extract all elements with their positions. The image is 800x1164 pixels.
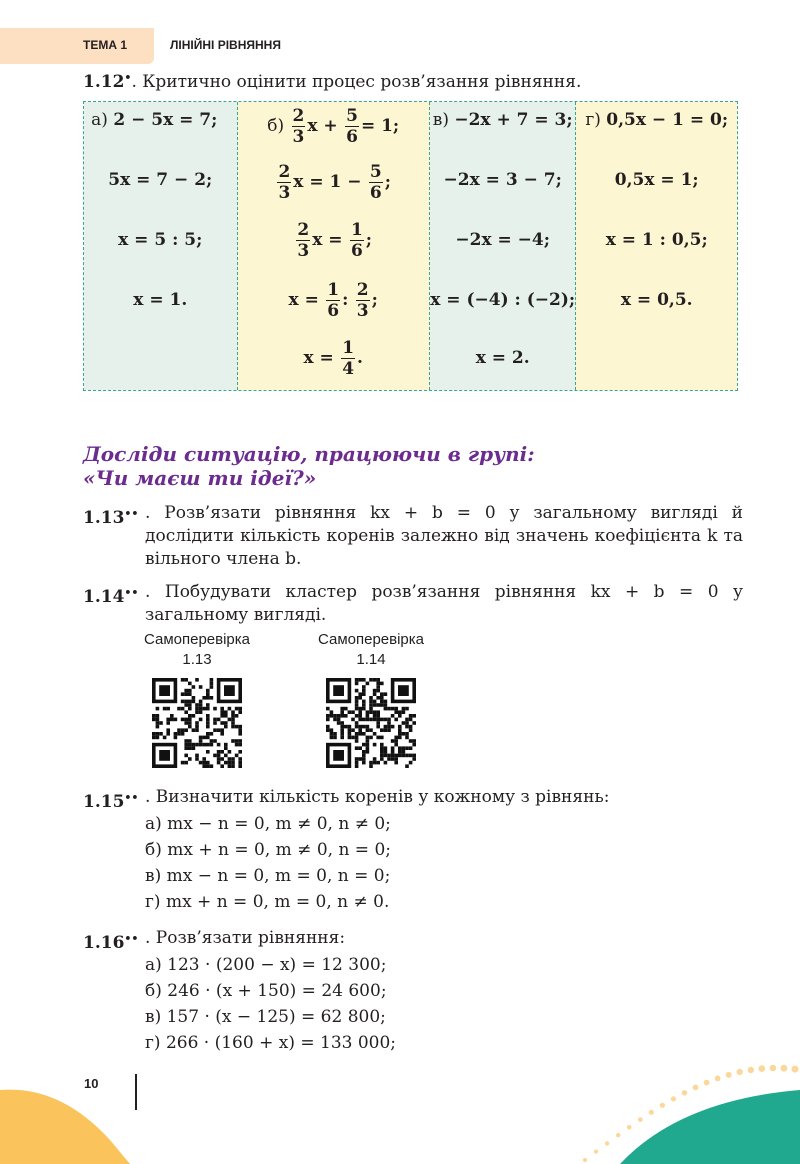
section-heading: Досліди ситуацію, працюючи в групі: «Чи маєш ти ідеї?» [83,442,535,490]
task-1-12 [83,66,581,94]
list-item: б) mx + n = 0, m ≠ 0, n = 0; [145,840,391,860]
table-cell: x = $\frac{1}{4}$ . [303,338,363,379]
task-text: . Розв’язати рівняння kx + b = 0 у загальному вигляді й дослідити кількість коренів залежно від значень коефіцієнта k та вільного члена b. [145,503,743,569]
list-item: а) 123 · (200 − x) = 12 300; [145,955,387,975]
list-item: б) 246 · (x + 150) = 24 600; [145,981,387,1001]
solution-table [83,101,738,391]
table-cell: x = (−4) : (−2); [430,290,576,310]
header-tab [0,28,154,64]
table-cell: x = 0,5. [620,290,693,310]
table-cell: а) 2 − 5x = 7; [91,110,218,130]
list-item: г) mx + n = 0, m = 0, n ≠ 0. [145,892,390,912]
table-cell: x = 2. [475,348,530,368]
qr-title: Самоперевірка [143,631,251,648]
task-text: . Розв’язати рівняння: [145,928,346,948]
table-cell: $\frac{2}{3}$ x = 1 − $\frac{5}{6}$ ; [278,162,392,203]
qr-title: Самоперевірка [317,631,425,648]
task-1-14: 1.14•• . Побудувати кластер розв’язання рівняння kx + b = 0 у загальному вигляді. [83,582,743,625]
qr-code-icon[interactable] [326,678,416,768]
column-d [576,102,737,390]
task-1-16: 1.16•• . Розв’язати рівняння: [83,927,743,950]
task-number: 1.12 [83,72,125,92]
column-c [430,102,577,390]
task-1-15: 1.15•• . Визначити кількість коренів у кожному з рівнянь: [83,786,743,809]
qr-selfcheck-1-13[interactable] [122,630,272,768]
column-a [84,102,238,390]
qr-code-icon[interactable] [152,678,242,768]
task-1-15-items [145,811,391,915]
table-cell: 5x = 7 − 2; [108,170,213,190]
table-cell: в) −2x + 7 = 3; [432,110,573,130]
table-cell: x = 5 : 5; [118,230,203,250]
list-item: в) 157 · (x − 125) = 62 800; [145,1007,386,1027]
qr-selfcheck-1-14[interactable] [296,630,446,768]
table-cell: 0,5x = 1; [614,170,699,190]
corner-decoration [0,1060,800,1164]
list-item: а) mx − n = 0, m ≠ 0, n ≠ 0; [145,814,391,834]
task-1-16-items [145,952,396,1056]
list-item: в) mx − n = 0, m = 0, n = 0; [145,866,391,886]
teal-corner-shape [620,1090,800,1164]
task-text: . Критично оцінити процес розв’язання рівняння. [131,72,582,92]
topic-number: ТЕМА 1 [83,38,128,52]
task-1-13: 1.13•• . Розв’язати рівняння kx + b = 0 у загальному вигляді й дослідити кількість коренів залежно від значень коефіцієнта k та вільного члена b. [83,503,743,569]
table-cell: г) 0,5x − 1 = 0; [585,110,729,130]
table-cell: $\frac{2}{3}$ x = $\frac{1}{6}$ ; [297,220,373,261]
qr-number: 1.13 [182,651,212,668]
table-cell: б) $\frac{2}{3}$ x + $\frac{5}{6}$ = 1; [267,106,400,147]
topic-title: ЛІНІЙНІ РІВНЯННЯ [170,38,281,52]
column-b [238,102,430,390]
difficulty-mark: • [124,71,132,84]
task-text: . Визначити кількість коренів у кожному з рівнянь: [145,787,610,807]
page-header [0,28,800,64]
table-cell: −2x = 3 − 7; [443,170,562,190]
page-number: 10 [84,1076,99,1091]
table-cell: x = $\frac{1}{6}$ : $\frac{2}{3}$ ; [288,280,378,321]
table-cell: x = 1. [133,290,188,310]
task-text: . Побудувати кластер розв’язання рівняння kx + b = 0 у загальному вигляді. [145,582,743,625]
table-cell: x = 1 : 0,5; [605,230,708,250]
list-item: г) 266 · (160 + x) = 133 000; [145,1033,397,1053]
qr-number: 1.14 [356,651,386,668]
yellow-corner-shape [0,1090,130,1164]
table-cell: −2x = −4; [455,230,551,250]
